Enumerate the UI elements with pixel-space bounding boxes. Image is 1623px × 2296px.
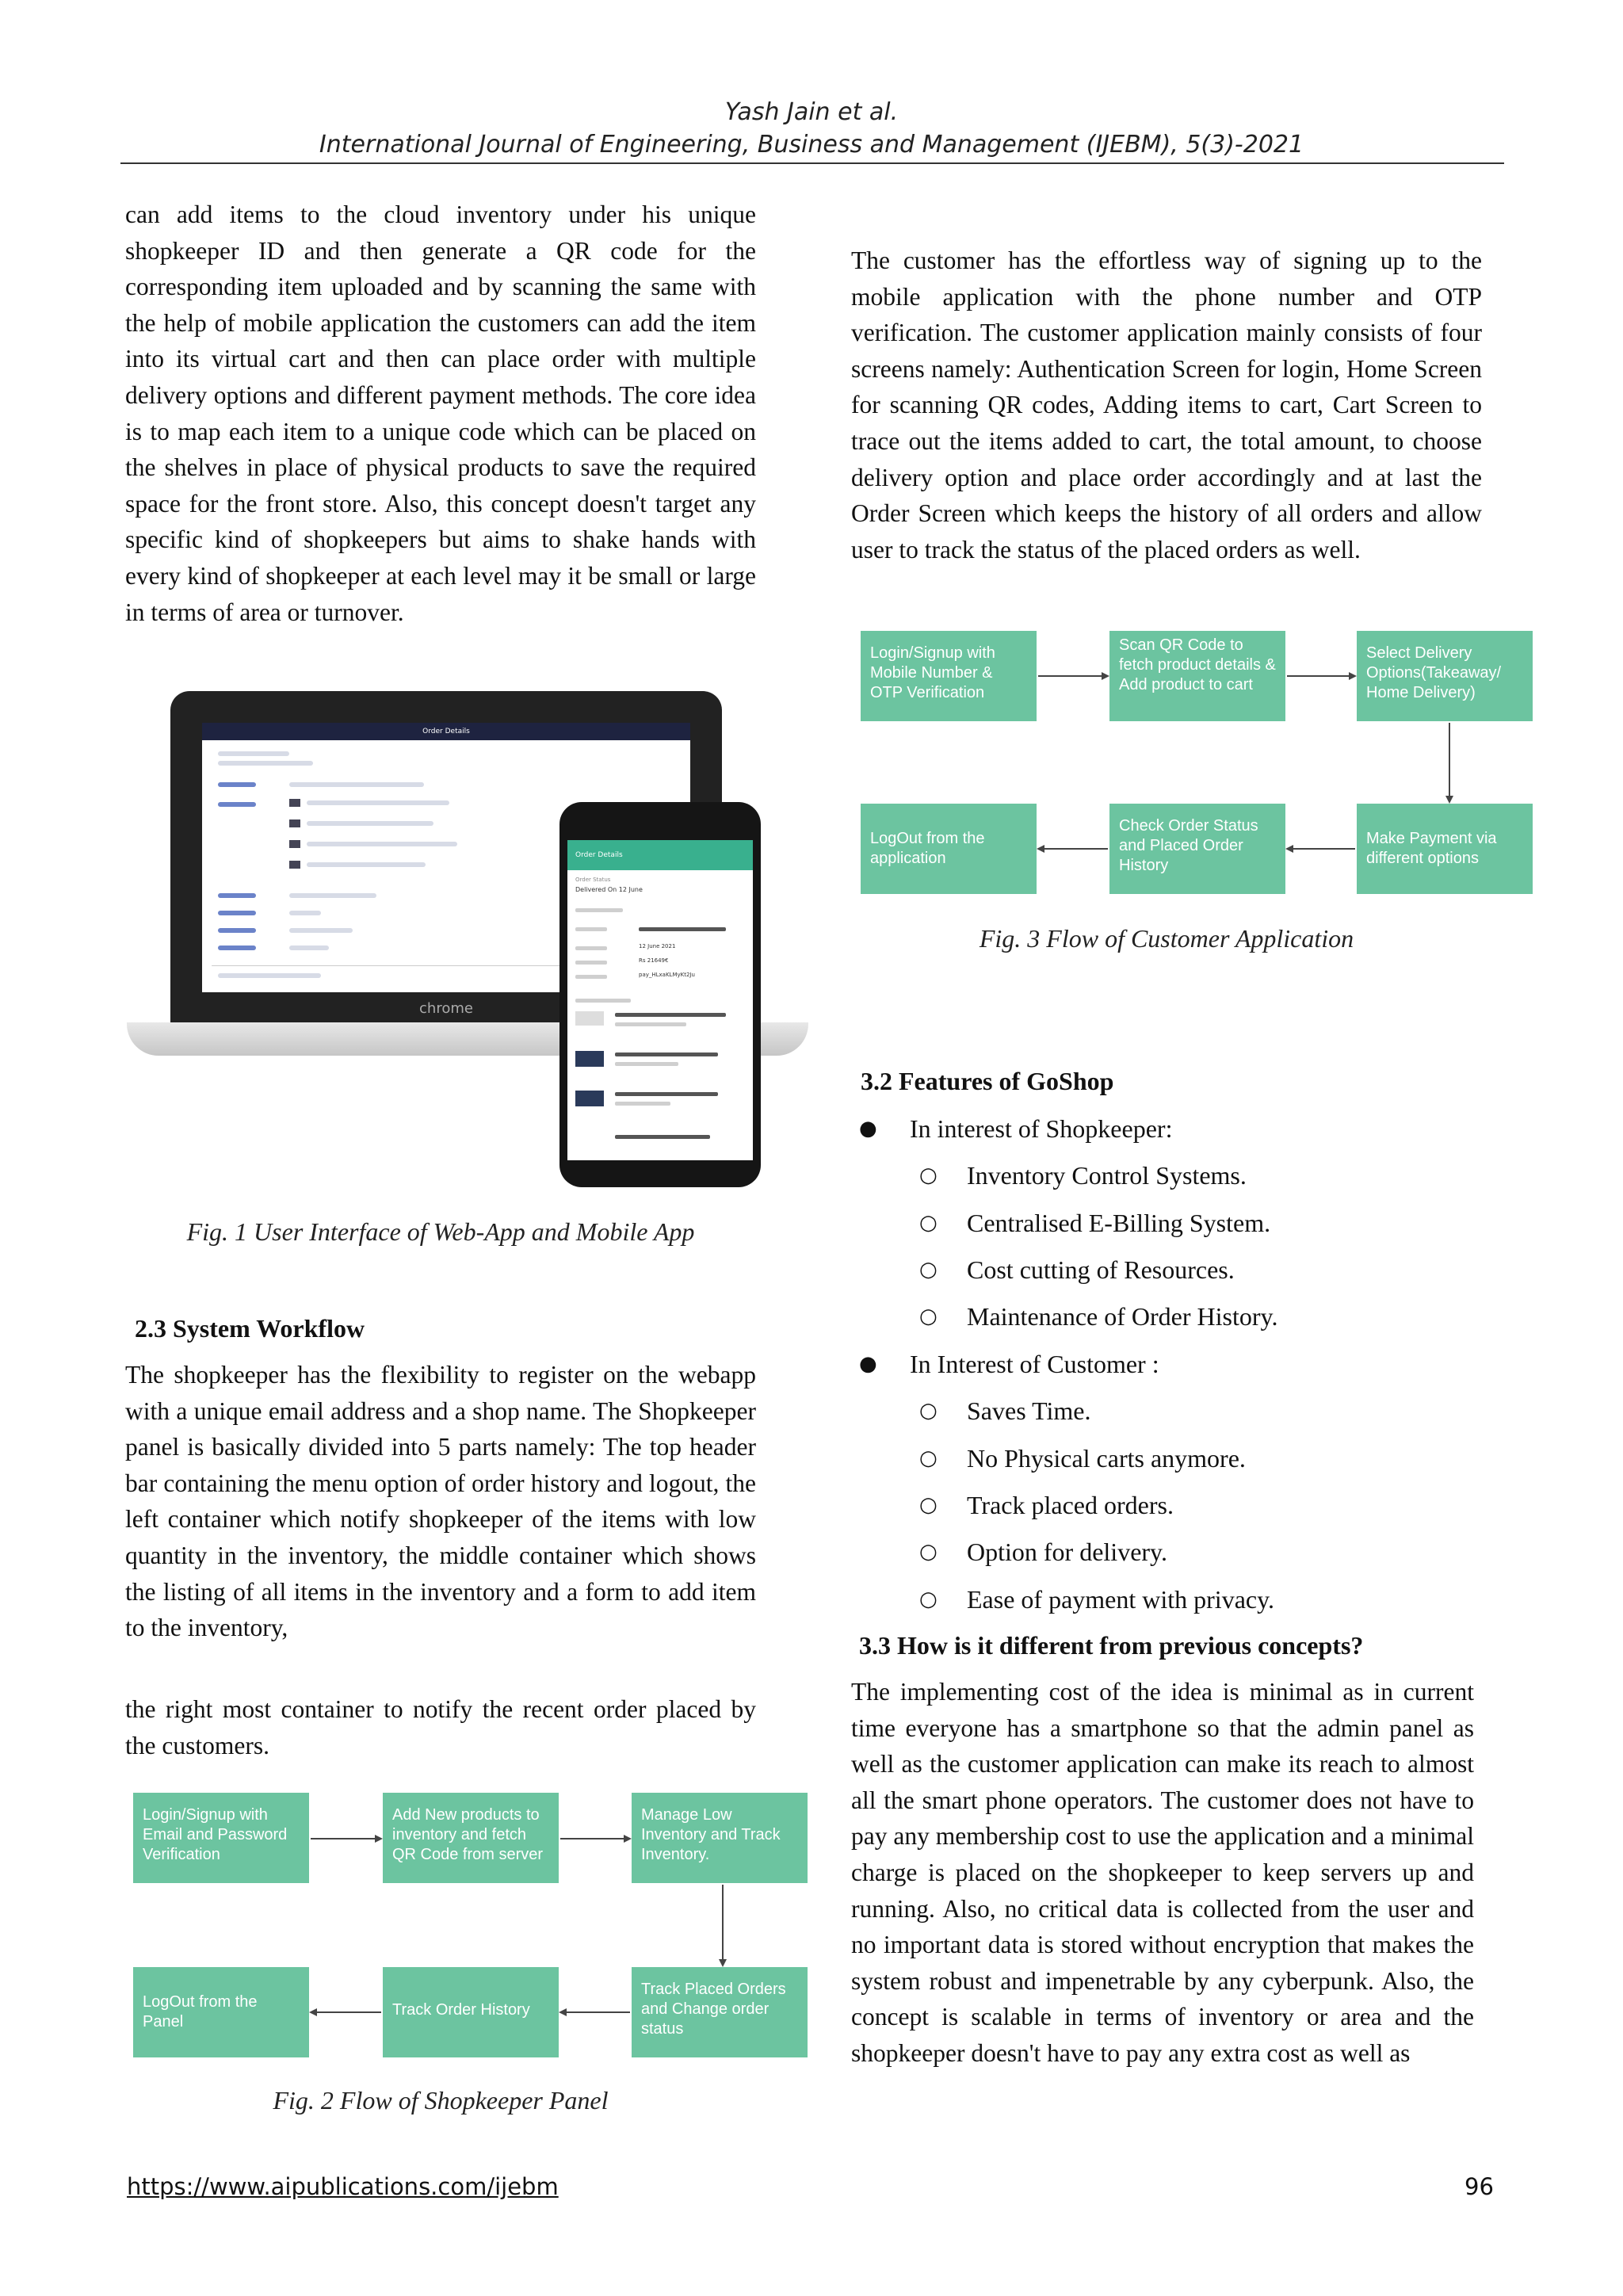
product-thumbnail xyxy=(289,819,300,827)
customer-feature-item: Track placed orders. xyxy=(967,1491,1174,1519)
flow3-box-check-status: Check Order Status and Placed Order History xyxy=(1109,804,1285,894)
laptop-screen-title: Order Details xyxy=(422,728,470,735)
phone-line xyxy=(575,961,607,965)
section-3-3-paragraph: The implementing cost of the idea is minimal as in current time everyone has a smartphone so that the admin panel as well as the customer application can make its reach to almost all the smart phone operators. The customer does not have to pay any membership cost to use the application and a minimal charge is placed on the shopkeeper to keep servers up and running. Also, no critical data is collected from the user and no important data is stored without encryption that makes the system robust and impenetrable by any cyberpunk. Also, the concept is scalable in terms of inventory or area and the shopkeeper doesn't have to pay any extra cost as well as xyxy=(851,1678,1474,2067)
phone-line xyxy=(615,1052,718,1056)
phone-order-date: 12 June 2021 xyxy=(639,943,676,949)
phone-titlebar xyxy=(567,840,753,870)
footer-page-number: 96 xyxy=(1465,2173,1494,2200)
flow2-box-add-products: Add New products to inventory and fetch QR Code from server xyxy=(383,1793,559,1883)
flow3-box-scan-qr: Scan QR Code to fetch product details & Add product to cart xyxy=(1109,631,1285,721)
bullet-hollow: ○ xyxy=(919,1493,938,1517)
screen-line xyxy=(218,973,321,978)
laptop-brand-label: chrome xyxy=(419,1000,473,1017)
shopkeeper-feature-item: Inventory Control Systems. xyxy=(967,1161,1247,1190)
customer-feature-item: Ease of payment with privacy. xyxy=(967,1585,1275,1614)
running-header-authors: Yash Jain et al. xyxy=(724,98,899,126)
customer-app-paragraph: The customer has the effortless way of signing up to the mobile application with the phone number and OTP verification. The customer application mainly consists of four screens namely: Authentication Screen for login, Home Screen for scanning QR codes, Adding items to cart, Cart Screen to trace out the items added to cart, the total amount, to choose delivery option and place order accordingly and at last the Order Screen which keeps the history of all orders and allow user to track the status of the placed orders as well. xyxy=(851,246,1482,563)
screen-line xyxy=(307,862,426,867)
phone-line xyxy=(575,946,607,950)
flow2-box-manage-inventory: Manage Low Inventory and Track Inventory. xyxy=(632,1793,808,1883)
screen-line xyxy=(307,821,433,826)
screen-label xyxy=(218,893,256,898)
bullet-filled: ● xyxy=(859,1352,877,1376)
screen-line xyxy=(218,761,313,766)
phone-line xyxy=(639,927,726,931)
phone-product-thumbnail xyxy=(575,1011,604,1026)
customer-feature-item: Saves Time. xyxy=(967,1396,1091,1425)
screen-line xyxy=(289,911,321,915)
flow2-box-track-orders: Track Placed Orders and Change order status xyxy=(632,1967,808,2057)
phone-line xyxy=(615,1102,670,1106)
phone-screen xyxy=(567,840,753,1160)
phone-order-total: Rs 21649€ xyxy=(639,957,669,964)
flow2-box-logout: LogOut from the Panel xyxy=(133,1967,309,2057)
customer-interest-label: In Interest of Customer : xyxy=(910,1350,1159,1378)
bullet-hollow: ○ xyxy=(919,1163,938,1187)
phone-mockup xyxy=(559,802,761,1187)
flow2-box-login: Login/Signup with Email and Password Verification xyxy=(133,1793,309,1883)
screen-line xyxy=(289,782,424,787)
screen-line xyxy=(289,928,353,933)
footer-journal-link[interactable]: https://www.aipublications.com/ijebm xyxy=(127,2173,559,2200)
figure-1-caption: Fig. 1 User Interface of Web-App and Mobile App xyxy=(186,1217,695,1246)
shopkeeper-interest-label: In interest of Shopkeeper: xyxy=(910,1114,1173,1143)
section-2-3-heading: 2.3 System Workflow xyxy=(135,1314,365,1343)
phone-line xyxy=(575,908,623,912)
bullet-filled: ● xyxy=(859,1117,877,1140)
phone-line xyxy=(575,999,631,1003)
flow3-box-logout: LogOut from the application xyxy=(861,804,1037,894)
shopkeeper-feature-item: Maintenance of Order History. xyxy=(967,1302,1278,1331)
section-2-3-paragraph-1: The shopkeeper has the flexibility to register on the webapp with a unique email address and a shop name. The Shopkeeper panel is basically divided into 5 parts namely: The top header bar containing the menu option of order history and logout, the left container which notify shopkeeper of the items with low quantity in the inventory, the middle container which shows the listing of all items in the inventory and a form to add item to the inventory, xyxy=(125,1361,756,1642)
phone-line xyxy=(615,1135,710,1139)
flow2-box-track-history: Track Order History xyxy=(383,1967,559,2057)
phone-status-label: Order Status xyxy=(575,877,611,883)
bullet-hollow: ○ xyxy=(919,1587,938,1611)
screen-line xyxy=(289,946,329,950)
section-2-3-paragraph-2: the right most container to notify the recent order placed by the customers. xyxy=(125,1695,756,1759)
phone-screen-title: Order Details xyxy=(575,851,623,859)
screen-line xyxy=(218,751,289,756)
screen-label xyxy=(218,802,256,807)
figure-2-caption: Fig. 2 Flow of Shopkeeper Panel xyxy=(273,2086,609,2115)
section-3-3-heading: 3.3 How is it different from previous concepts? xyxy=(859,1631,1364,1660)
figure-3-caption: Fig. 3 Flow of Customer Application xyxy=(979,924,1354,953)
bullet-hollow: ○ xyxy=(919,1305,938,1328)
shopkeeper-feature-item: Centralised E-Billing System. xyxy=(967,1209,1271,1237)
phone-line xyxy=(575,975,607,979)
screen-label xyxy=(218,911,256,915)
bullet-hollow: ○ xyxy=(919,1399,938,1423)
bullet-hollow: ○ xyxy=(919,1446,938,1470)
product-thumbnail xyxy=(289,861,300,869)
phone-line xyxy=(615,1013,726,1017)
screen-label xyxy=(218,782,256,787)
screen-line xyxy=(289,893,376,898)
bullet-hollow: ○ xyxy=(919,1211,938,1235)
screen-line xyxy=(307,842,457,846)
phone-line xyxy=(615,1062,678,1066)
product-thumbnail xyxy=(289,799,300,807)
phone-product-thumbnail xyxy=(575,1051,604,1067)
product-thumbnail xyxy=(289,840,300,848)
intro-paragraph: can add items to the cloud inventory under his unique shopkeeper ID and then generate a QR code for the corresponding item uploaded and by scanning the same with the help of mobile application the customers can add the item into its virtual cart and then can place order with multiple delivery options and different payment methods. The core idea is to map each item to a unique code which can be placed on the shelves in place of physical products to save the required space for the front store. Also, this concept doesn't target any specific kind of shopkeepers but aims to shake hands with every kind of shopkeeper at each level may it be small or large in terms of area or turnover. xyxy=(125,201,756,626)
flow3-box-login: Login/Signup with Mobile Number & OTP Verification xyxy=(861,631,1037,721)
screen-label xyxy=(218,946,256,950)
bullet-hollow: ○ xyxy=(919,1540,938,1564)
screen-line xyxy=(307,800,449,805)
flow3-box-payment: Make Payment via different options xyxy=(1357,804,1533,894)
phone-line xyxy=(575,927,607,931)
phone-line xyxy=(615,1092,718,1096)
flow3-box-delivery: Select Delivery Options(Takeaway/ Home Delivery) xyxy=(1357,631,1533,721)
customer-feature-item: No Physical carts anymore. xyxy=(967,1444,1246,1473)
bullet-hollow: ○ xyxy=(919,1258,938,1282)
section-3-2-heading: 3.2 Features of GoShop xyxy=(861,1067,1114,1095)
customer-feature-item: Option for delivery. xyxy=(967,1538,1167,1566)
phone-status-value: Delivered On 12 June xyxy=(575,886,643,893)
screen-label xyxy=(218,928,256,933)
phone-product-thumbnail xyxy=(575,1091,604,1106)
running-header-journal: International Journal of Engineering, Business and Management (IJEBM), 5(3)-2021 xyxy=(319,131,1304,159)
phone-payment-id: pay_HLxaKLMyKt2Ju xyxy=(639,972,695,978)
shopkeeper-feature-item: Cost cutting of Resources. xyxy=(967,1255,1235,1284)
laptop-screen-titlebar xyxy=(202,723,690,740)
header-divider xyxy=(120,162,1504,164)
phone-line xyxy=(615,1022,686,1026)
